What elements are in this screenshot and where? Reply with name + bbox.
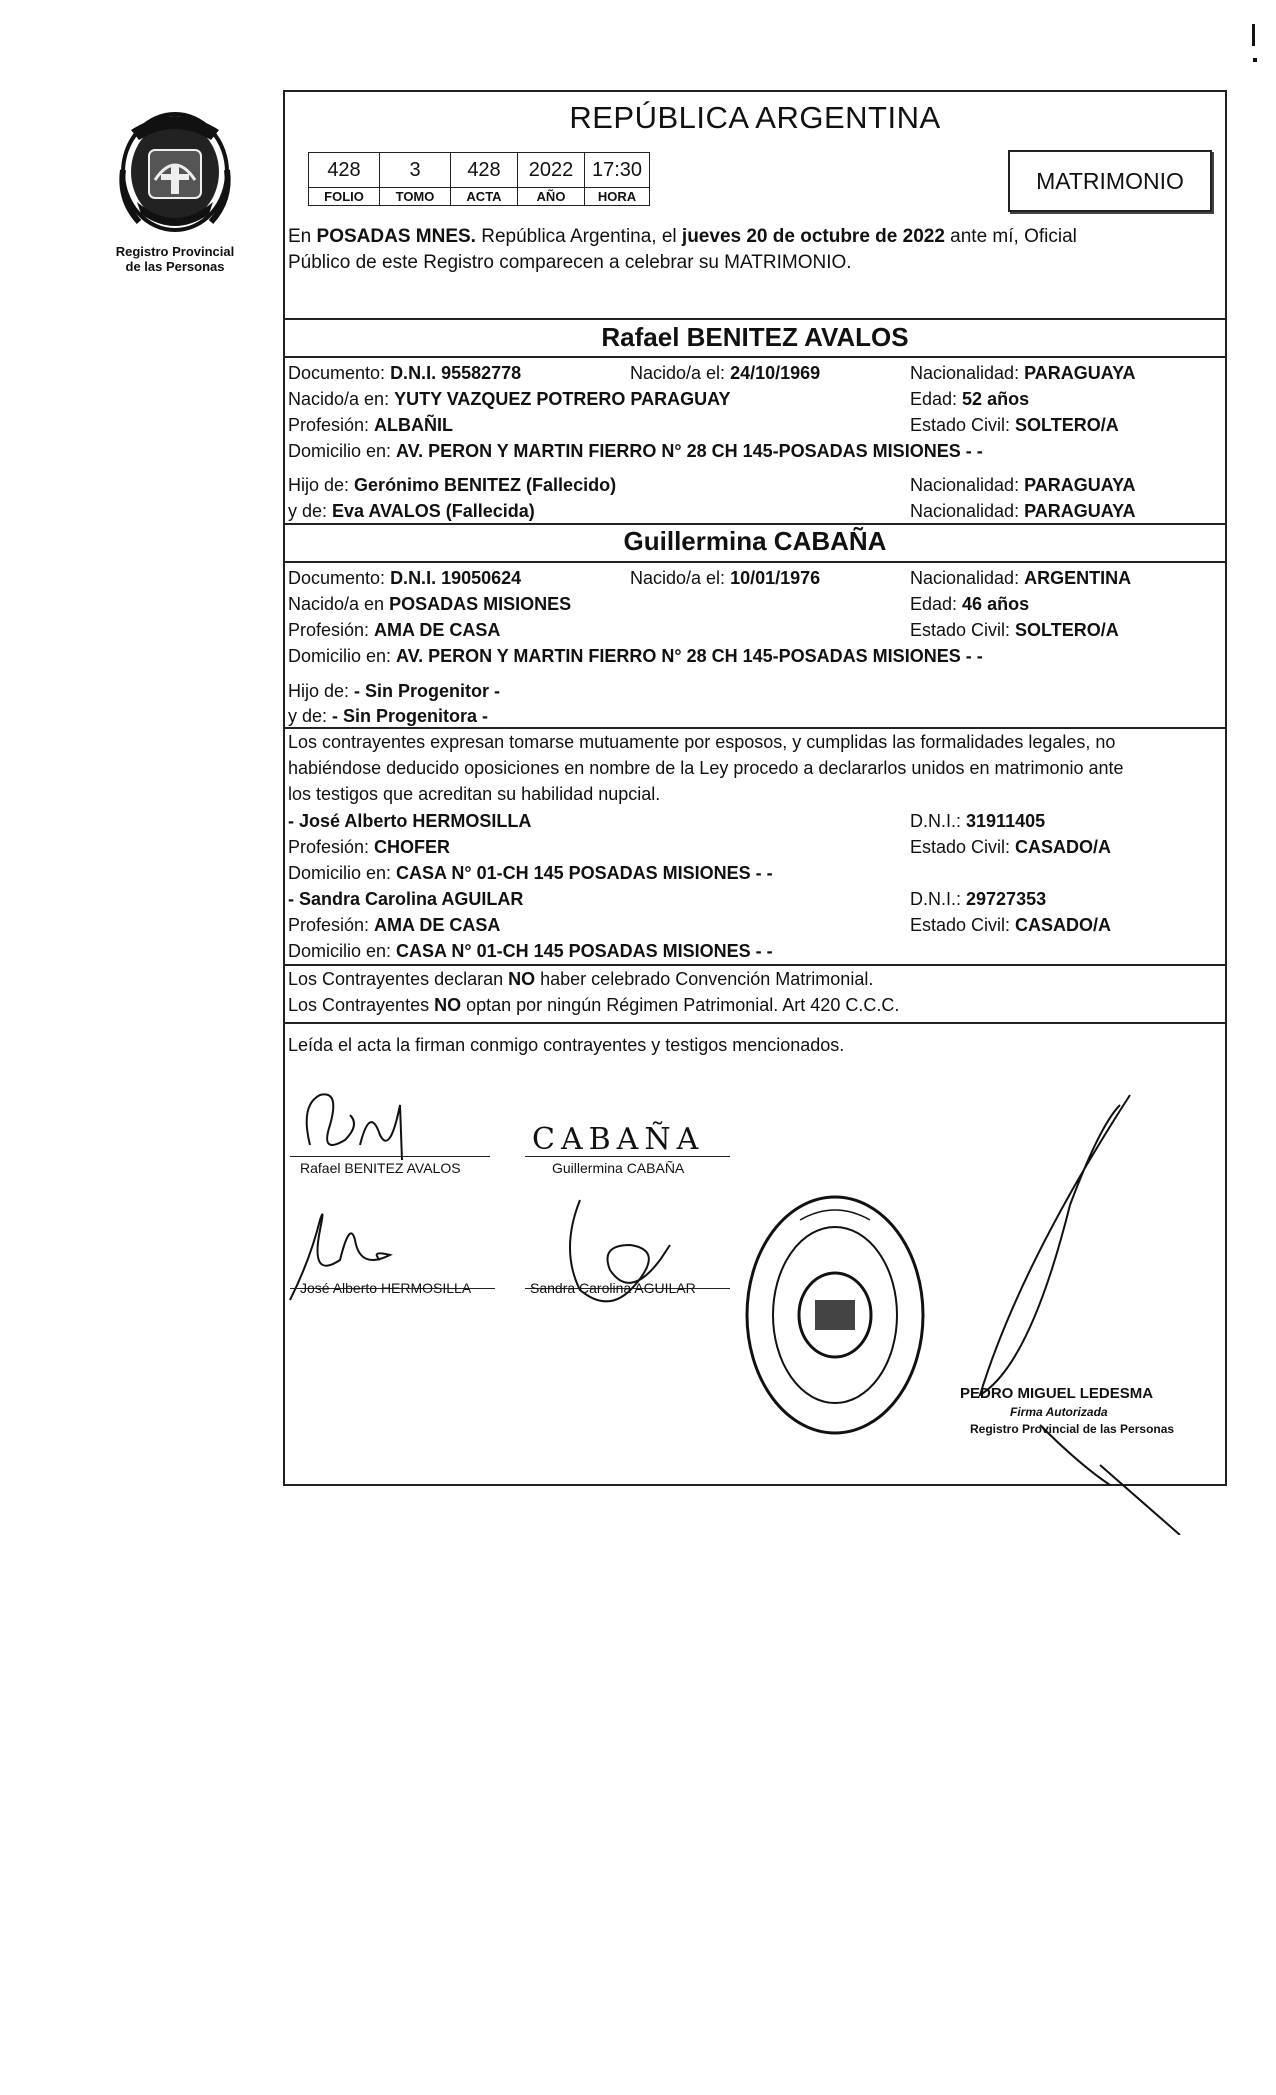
field-value: 29727353: [966, 889, 1047, 909]
spouse2-father: [288, 678, 500, 704]
regime-text: haber celebrado Convención Matrimonial.: [535, 969, 874, 989]
spouse1-father: [288, 472, 616, 498]
closing-statement: Leída el acta la firman conmigo contrayentes y testigos mencionados.: [288, 1035, 845, 1055]
intro-text: En: [288, 226, 317, 247]
witness2-dni: [910, 886, 1046, 912]
spouse1-name: Rafael BENITEZ AVALOS: [601, 322, 909, 352]
spouse1-birthplace: [288, 386, 730, 412]
field-label: Edad:: [910, 389, 963, 409]
spouse2-birthplace: [288, 591, 571, 617]
spouse1-father-nationality: [910, 472, 1135, 498]
hora-label: HORA: [585, 188, 650, 206]
signature-spouse1-icon: [290, 1085, 440, 1165]
scan-mark: [1253, 58, 1257, 62]
official-role: Firma Autorizada: [1010, 1405, 1108, 1419]
declaration-line: Los contrayentes expresan tomarse mutuamente por esposos, y cumplidas las formalidades legales, no: [288, 732, 1116, 752]
registry-emblem-icon: [115, 110, 235, 240]
field-label: D.N.I.:: [910, 889, 967, 909]
witness1-address: [288, 860, 773, 886]
field-value: POSADAS MISIONES: [389, 594, 572, 614]
signature-label-spouse1: Rafael BENITEZ AVALOS: [300, 1160, 461, 1176]
spouse2-address: [288, 643, 983, 669]
field-label: Domicilio en:: [288, 863, 397, 883]
field-label: Profesión:: [288, 620, 375, 640]
official-seal-icon: [740, 1190, 930, 1440]
signature-label-witness1: José Alberto HERMOSILLA: [300, 1280, 472, 1296]
hora-value: 17:30: [585, 153, 650, 188]
field-value: AMA DE CASA: [374, 915, 501, 935]
signature-label-witness2: Sandra Carolina AGUILAR: [530, 1280, 696, 1296]
official-name: PEDRO MIGUEL LEDESMA: [960, 1385, 1154, 1402]
field-value: ARGENTINA: [1024, 568, 1132, 588]
witness2-profession: [288, 912, 500, 938]
field-label: y de:: [288, 706, 333, 726]
field-value: CHOFER: [374, 837, 451, 857]
witness1-dni: [910, 808, 1045, 834]
spouse2-age: [910, 591, 1029, 617]
spouse2-document: [288, 565, 521, 591]
record-type-box: MATRIMONIO: [1008, 150, 1212, 212]
field-label: D.N.I.:: [910, 811, 967, 831]
spouse2-birthdate: [630, 565, 820, 591]
field-value: CASADO/A: [1015, 915, 1112, 935]
divider: [283, 318, 1227, 320]
field-label: Nacionalidad:: [910, 501, 1025, 521]
field-value: SOLTERO/A: [1015, 415, 1119, 435]
field-value: SOLTERO/A: [1015, 620, 1119, 640]
field-value: Gerónimo BENITEZ (Fallecido): [354, 475, 617, 495]
divider: [283, 561, 1227, 563]
registry-caption-line2: de las Personas: [125, 259, 225, 274]
declaration-line: los testigos que acreditan su habilidad nupcial.: [288, 784, 661, 804]
spouse2-profession: [288, 617, 500, 643]
field-label: Profesión:: [288, 837, 375, 857]
record-index-table: [308, 152, 650, 206]
signature-line: [525, 1156, 730, 1157]
signature-official-icon: [960, 1085, 1200, 1535]
divider: [283, 523, 1227, 525]
signature-witness2-icon: [540, 1190, 690, 1320]
field-label: Nacionalidad:: [910, 363, 1025, 383]
field-label: Estado Civil:: [910, 837, 1016, 857]
divider: [283, 356, 1227, 358]
field-value: AV. PERON Y MARTIN FIERRO N° 28 CH 145-POSADAS MISIONES - -: [396, 441, 983, 461]
regime-text: optan por ningún Régimen Patrimonial. Art 420 C.C.C.: [461, 995, 900, 1015]
witness1-profession: [288, 834, 450, 860]
registry-caption-line1: Registro Provincial: [115, 244, 235, 259]
field-label: Edad:: [910, 594, 963, 614]
tomo-value: 3: [380, 153, 451, 188]
intro-paragraph: [288, 224, 1223, 276]
spouse1-nationality: [910, 360, 1135, 386]
field-value: PARAGUAYA: [1024, 501, 1136, 521]
field-value: D.N.I. 19050624: [390, 568, 522, 588]
intro-text: ante mí, Oficial: [944, 226, 1077, 247]
witness1-civil-status: [910, 834, 1111, 860]
witness2-address: [288, 938, 773, 964]
field-value: AV. PERON Y MARTIN FIERRO N° 28 CH 145-POSADAS MISIONES - -: [396, 646, 983, 666]
field-value: CASA N° 01-CH 145 POSADAS MISIONES - -: [396, 863, 773, 883]
intro-line2: Público de este Registro comparecen a celebrar su MATRIMONIO.: [288, 252, 852, 273]
spouse2-name: Guillermina CABAÑA: [623, 526, 887, 556]
ano-value: 2022: [518, 153, 585, 188]
field-label: Documento:: [288, 363, 391, 383]
acta-value: 428: [451, 153, 518, 188]
spouse1-address: [288, 438, 983, 464]
document-title: REPÚBLICA ARGENTINA: [569, 100, 941, 135]
field-value: - Sin Progenitora -: [332, 706, 489, 726]
signature-label-spouse2: Guillermina CABAÑA: [552, 1160, 685, 1176]
field-value: CASADO/A: [1015, 837, 1112, 857]
field-value: Eva AVALOS (Fallecida): [332, 501, 535, 521]
field-label: Profesión:: [288, 915, 375, 935]
intro-text: República Argentina, el: [475, 226, 682, 247]
field-label: Profesión:: [288, 415, 375, 435]
spouse1-age: [910, 386, 1029, 412]
intro-place: POSADAS MNES.: [316, 226, 476, 247]
spouse1-mother: [288, 498, 535, 524]
field-value: YUTY VAZQUEZ POTRERO PARAGUAY: [394, 389, 731, 409]
witness2-civil-status: [910, 912, 1111, 938]
field-label: Domicilio en:: [288, 441, 397, 461]
field-value: AMA DE CASA: [374, 620, 501, 640]
spouse2-nationality: [910, 565, 1131, 591]
field-label: Documento:: [288, 568, 391, 588]
field-label: Nacido/a en: [288, 594, 390, 614]
tomo-label: TOMO: [380, 188, 451, 206]
ano-label: AÑO: [518, 188, 585, 206]
field-value: CASA N° 01-CH 145 POSADAS MISIONES - -: [396, 941, 773, 961]
intro-date: jueves 20 de octubre de 2022: [681, 226, 945, 247]
spouse1-civil-status: [910, 412, 1119, 438]
field-label: Hijo de:: [288, 475, 355, 495]
spouse2-mother: [288, 703, 488, 729]
field-label: Nacionalidad:: [910, 475, 1025, 495]
field-value: PARAGUAYA: [1024, 475, 1136, 495]
field-label: Estado Civil:: [910, 415, 1016, 435]
field-value: 46 años: [962, 594, 1030, 614]
spouse1-document: [288, 360, 521, 386]
spouse1-profession: [288, 412, 453, 438]
regime-text: Los Contrayentes declaran: [288, 969, 509, 989]
spouse1-birthdate: [630, 360, 820, 386]
acta-label: ACTA: [451, 188, 518, 206]
field-value: 24/10/1969: [730, 363, 821, 383]
field-label: Nacionalidad:: [910, 568, 1025, 588]
witness1-name: - José Alberto HERMOSILLA: [288, 811, 532, 831]
field-label: y de:: [288, 501, 333, 521]
spouse1-mother-nationality: [910, 498, 1135, 524]
field-value: 31911405: [966, 811, 1046, 831]
regime-emphasis: NO: [508, 969, 536, 989]
regime-emphasis: NO: [434, 995, 462, 1015]
field-value: 10/01/1976: [730, 568, 821, 588]
field-value: 52 años: [962, 389, 1030, 409]
spouse2-civil-status: [910, 617, 1119, 643]
field-label: Nacido/a el:: [630, 363, 731, 383]
field-value: D.N.I. 95582778: [390, 363, 522, 383]
signature-spouse2: CABAÑA: [532, 1122, 705, 1157]
regime-line2: [288, 992, 899, 1018]
field-label: Estado Civil:: [910, 620, 1016, 640]
regime-line1: [288, 966, 873, 992]
folio-label: FOLIO: [309, 188, 380, 206]
folio-value: 428: [309, 153, 380, 188]
field-value: - Sin Progenitor -: [354, 681, 501, 701]
field-label: Estado Civil:: [910, 915, 1016, 935]
witness2-name: - Sandra Carolina AGUILAR: [288, 889, 524, 909]
field-label: Hijo de:: [288, 681, 355, 701]
regime-text: Los Contrayentes: [288, 995, 435, 1015]
field-label: Nacido/a el:: [630, 568, 731, 588]
declaration-paragraph: [288, 729, 1223, 807]
field-value: PARAGUAYA: [1024, 363, 1136, 383]
field-label: Domicilio en:: [288, 646, 397, 666]
registry-logo-block: [100, 110, 250, 274]
scan-mark: [1252, 24, 1255, 46]
declaration-line: habiéndose deducido oposiciones en nombre de la Ley procedo a declararlos unidos en matrimonio ante: [288, 758, 1124, 778]
field-value: ALBAÑIL: [374, 415, 454, 435]
field-label: Domicilio en:: [288, 941, 397, 961]
official-office: Registro Provincial de las Personas: [970, 1422, 1175, 1436]
field-label: Nacido/a en:: [288, 389, 395, 409]
signature-line: [290, 1156, 490, 1157]
divider: [283, 1022, 1227, 1024]
